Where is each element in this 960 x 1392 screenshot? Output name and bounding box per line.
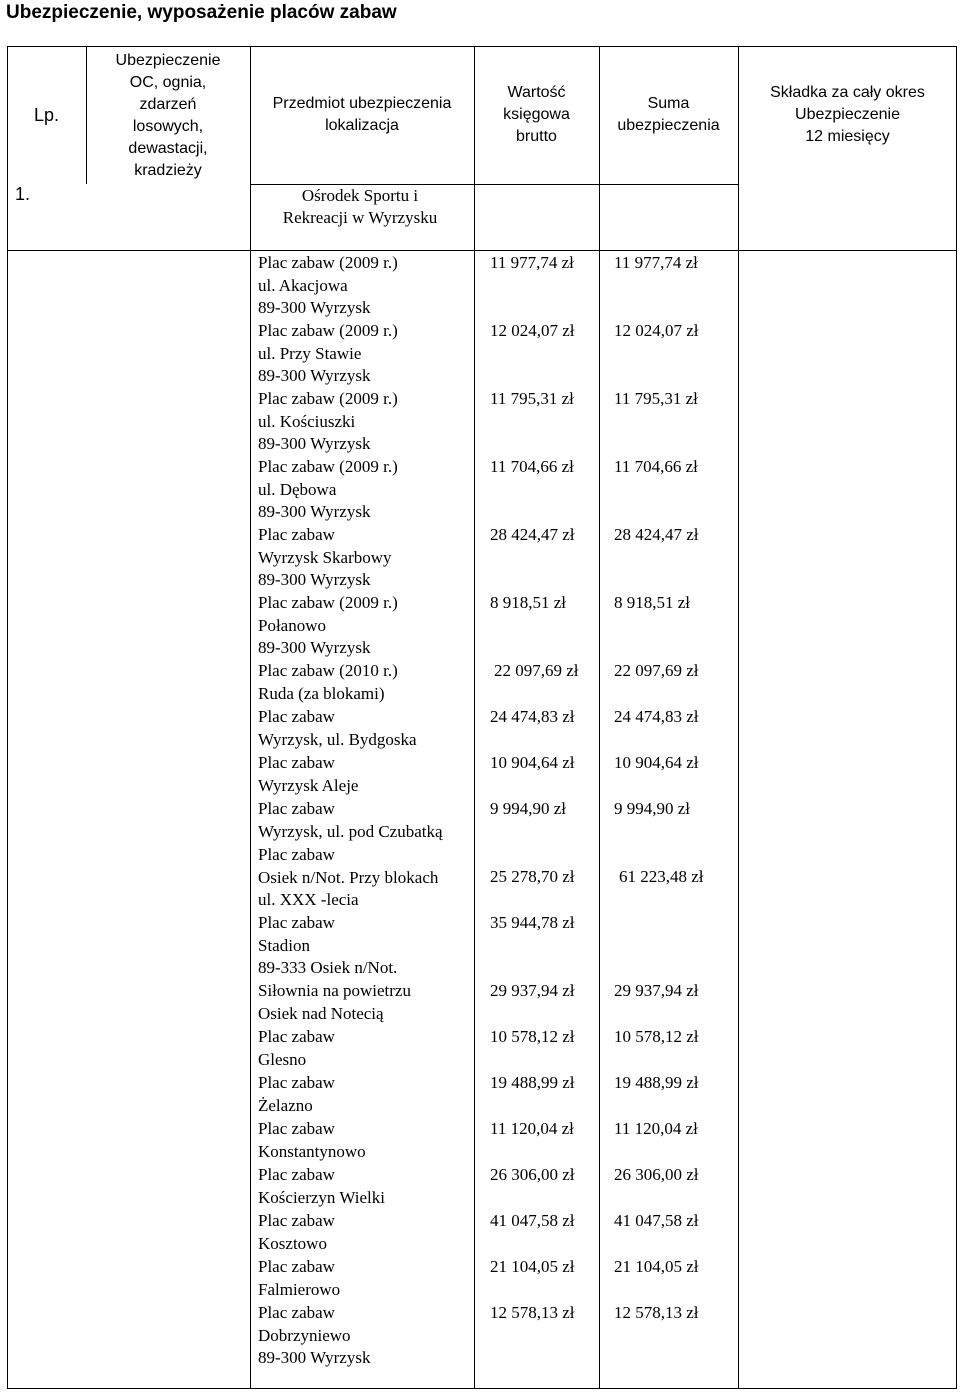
item-description [258,912,397,980]
header-sum: Suma ubezpieczenia [617,95,720,134]
header-subject: Przedmiot ubezpieczenia lokalizacja [272,95,452,134]
item-line: Plac zabaw [258,525,335,544]
item-line: Plac zabaw [258,845,335,864]
book-value-cell: 11 795,31 zł [490,389,574,408]
book-value-cell: 10 578,12 zł [490,1027,575,1046]
item-line: Kościerzyn Wielki [258,1187,385,1207]
item-line: ul. XXX -lecia [258,890,359,910]
item-line: 89-300 Wyrzysk [258,298,371,318]
book-value-cell: 25 278,70 zł [490,867,575,886]
item-description [258,752,358,797]
column-divider [738,46,739,1389]
book-value-cell: 11 977,74 zł [490,253,574,272]
item-line: Glesno [258,1049,307,1069]
item-line: Osiek n/Not. Przy blokach [258,867,439,887]
book-value-cell: 22 097,69 zł [494,661,579,680]
item-description [258,1026,335,1071]
sum-cell: 10 904,64 zł [614,753,699,772]
item-description [258,1072,335,1117]
item-line: Plac zabaw [258,753,335,772]
item-line: Plac zabaw [258,1211,335,1230]
item-line: Wyrzysk Aleje [258,775,359,795]
row-divider [7,250,957,251]
book-value-cell: 8 918,51 zł [490,593,567,612]
item-line: Plac zabaw [258,1257,335,1276]
item-description [258,660,398,705]
book-value-cell: 12 024,07 zł [490,321,575,340]
item-line: Plac zabaw [258,913,335,932]
item-description [258,592,398,660]
item-line: 89-300 Wyrzysk [258,434,371,454]
book-value-cell: 12 578,13 zł [490,1303,575,1322]
sum-cell: 21 104,05 zł [614,1257,699,1276]
item-line: Konstantynowo [258,1141,366,1161]
item-line: 89-333 Osiek n/Not. [258,958,398,978]
item-description [258,456,398,524]
item-description [258,1164,385,1209]
item-line: Falmierowo [258,1279,341,1299]
book-value-cell: 21 104,05 zł [490,1257,575,1276]
book-value-cell: 11 120,04 zł [490,1119,574,1138]
item-line: Połanowo [258,615,326,635]
item-description [258,1210,335,1255]
item-line: Ruda (za blokami) [258,683,385,703]
item-description [258,524,392,592]
book-value-cell: 10 904,64 zł [490,753,575,772]
item-line: Wyrzysk, ul. pod Czubatką [258,821,443,841]
item-line: Dobrzyniewo [258,1325,351,1345]
page-title: Ubezpieczenie, wyposażenie placów zabaw [6,2,397,23]
item-line: Wyrzysk, ul. Bydgoska [258,729,417,749]
sum-cell: 12 024,07 zł [614,321,699,340]
sum-cell: 11 704,66 zł [614,457,698,476]
item-line: Wyrzysk Skarbowy [258,547,392,567]
item-line: Plac zabaw (2009 r.) [258,389,398,408]
item-line: Plac zabaw [258,799,335,818]
item-line: Plac zabaw [258,707,335,726]
item-line: Plac zabaw [258,1027,335,1046]
book-value-cell: 28 424,47 zł [490,525,575,544]
header-book-value: Wartość księgowa brutto [503,84,570,145]
sum-cell: 28 424,47 zł [614,525,699,544]
item-line: 89-300 Wyrzysk [258,366,371,386]
sum-cell: 41 047,58 zł [614,1211,699,1230]
sum-cell: 8 918,51 zł [614,593,691,612]
item-line: ul. Kościuszki [258,411,356,431]
item-line: Plac zabaw [258,1073,335,1092]
item-line: Kosztowo [258,1233,327,1253]
item-line: Żelazno [258,1095,313,1115]
item-line: ul. Akacjowa [258,275,348,295]
column-divider [599,46,600,1389]
item-description [258,1118,366,1163]
item-line: 89-300 Wyrzysk [258,1348,371,1368]
item-line: 89-300 Wyrzysk [258,502,371,522]
item-description [258,252,398,320]
book-value-cell: 11 704,66 zł [490,457,574,476]
header-lp: Lp. [33,105,60,125]
item-description [258,320,398,388]
item-description [258,706,417,751]
book-value-cell: 29 937,94 zł [490,981,575,1000]
item-line: Osiek nad Notecią [258,1003,384,1023]
sum-cell: 26 306,00 zł [614,1165,699,1184]
column-divider [250,46,251,1389]
book-value-cell: 9 994,90 zł [490,799,567,818]
item-line: Plac zabaw (2010 r.) [258,661,398,680]
sum-cell: 11 977,74 zł [614,253,698,272]
sum-cell: 61 223,48 zł [619,867,704,886]
item-line: Plac zabaw (2009 r.) [258,457,398,476]
sum-cell: 29 937,94 zł [614,981,699,1000]
table-frame [7,46,957,1389]
book-value-cell: 35 944,78 zł [490,913,575,932]
book-value-cell: 41 047,58 zł [490,1211,575,1230]
sum-cell: 22 097,69 zł [614,661,699,680]
sum-cell: 11 120,04 zł [614,1119,698,1138]
book-value-cell: 26 306,00 zł [490,1165,575,1184]
section-name: Ośrodek Sportu i Rekreacji w Wyrzysku [282,186,438,227]
sum-cell: 12 578,13 zł [614,1303,699,1322]
book-value-cell: 19 488,99 zł [490,1073,575,1092]
item-description [258,388,398,456]
header-coverage: Ubezpieczenie OC, ognia, zdarzeń losowych, dewastacji, kradzieży [115,52,221,179]
sum-cell: 9 994,90 zł [614,799,691,818]
item-line: Plac zabaw (2009 r.) [258,321,398,340]
section-number: 1. [15,184,31,204]
item-description [258,980,411,1025]
item-line: Plac zabaw [258,1165,335,1184]
item-line: ul. Przy Stawie [258,343,362,363]
item-line: 89-300 Wyrzysk [258,638,371,658]
sum-cell: 19 488,99 zł [614,1073,699,1092]
book-value-cell: 24 474,83 zł [490,707,575,726]
item-description [258,1256,340,1301]
item-line: Stadion [258,935,310,955]
item-description [258,1302,370,1370]
item-line: Siłownia na powietrzu [258,981,411,1000]
item-line: ul. Dębowa [258,479,337,499]
item-line: Plac zabaw [258,1119,335,1138]
sum-cell: 11 795,31 zł [614,389,698,408]
sum-cell: 10 578,12 zł [614,1027,699,1046]
column-divider [474,46,475,1389]
item-line: Plac zabaw (2009 r.) [258,593,398,612]
item-line: Plac zabaw (2009 r.) [258,253,398,272]
item-description [258,844,438,912]
header-premium: Składka za cały okres Ubezpieczenie 12 miesięcy [770,84,925,145]
item-line: Plac zabaw [258,1303,335,1322]
sum-cell: 24 474,83 zł [614,707,699,726]
item-description [258,798,443,843]
item-line: 89-300 Wyrzysk [258,570,371,590]
